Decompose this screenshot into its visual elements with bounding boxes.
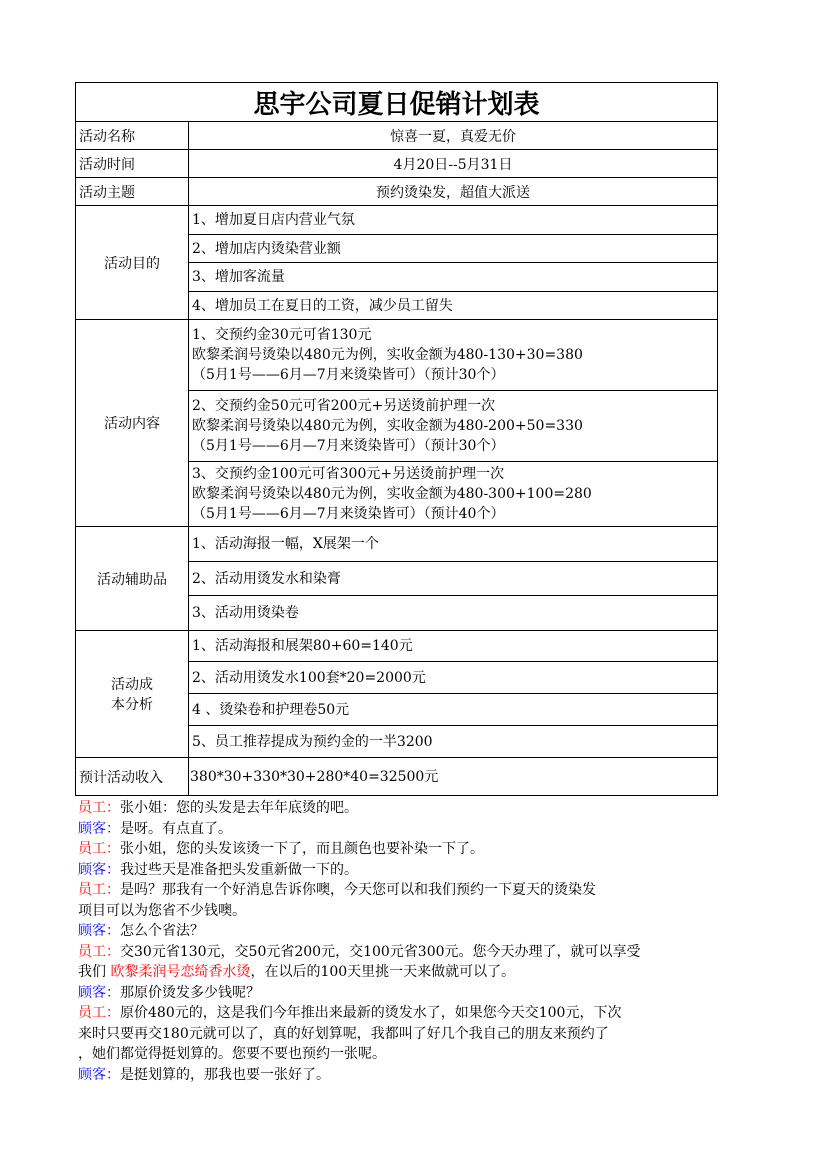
dialogue-text: 交30元省130元，交50元省200元，交100元省300元。您今天办理了，就可以享受 <box>120 943 641 960</box>
purpose-item: 3、增加客流量 <box>189 263 718 292</box>
content-line: （5月1号——6月—7月来烫染皆可）（预计40个） <box>192 506 505 522</box>
dialogue-text: 原价480元的，这是我们今年推出来最新的烫发水了，如果您今天交100元，下次 <box>120 1005 622 1021</box>
content-line: 2、交预约金50元可省200元+另送烫前护理一次 <box>192 398 496 414</box>
dialogue-text: 是吗？那我有一个好消息告诉你噢，今天您可以和我们预约一下夏天的烫染发 <box>120 882 596 898</box>
speaker-staff: 员工： <box>78 882 120 898</box>
speaker-staff: 员工： <box>78 800 120 816</box>
dialogue-line: ，她们都觉得挺划算的。您要不要也预约一张呢。 <box>78 1046 386 1062</box>
dialogue-text: 张小姐：您的头发是去年年底烫的吧。 <box>120 800 358 816</box>
income-label: 预计活动收入 <box>76 758 189 796</box>
cost-item: 4 、烫染卷和护理卷50元 <box>189 694 718 726</box>
table-row <box>76 320 718 391</box>
activity-name-value: 惊喜一夏，真爱无价 <box>189 122 718 150</box>
dialogue-line: 项目可以为您省不少钱噢。 <box>78 902 246 919</box>
content-line: 欧黎柔润号烫染以480元为例，实收金额为480-130+30=380 <box>192 347 583 363</box>
dialogue-line <box>78 962 718 983</box>
purpose-label: 活动目的 <box>76 206 189 320</box>
dialogue-line <box>78 942 718 963</box>
purpose-item: 1、增加夏日店内营业气氛 <box>189 206 718 235</box>
content-line: 1、交预约金30元可省130元 <box>192 327 372 343</box>
cost-label-line: 本分析 <box>111 697 153 713</box>
dialogue-line <box>78 880 718 901</box>
content-item <box>189 462 718 527</box>
activity-time-value: 4月20日--5月31日 <box>189 150 718 178</box>
dialogue-line <box>78 819 718 840</box>
supplies-label: 活动辅助品 <box>76 527 189 631</box>
content-item <box>189 320 718 391</box>
supplies-item: 3、活动用烫染卷 <box>189 596 718 631</box>
cost-label-line: 活动成 <box>111 677 153 693</box>
promotion-plan-table <box>75 82 718 796</box>
row-label-name: 活动名称 <box>76 122 189 150</box>
content-line: 3、交预约金100元可省300元+另送烫前护理一次 <box>192 466 505 482</box>
purpose-item: 4、增加员工在夏日的工资，减少员工留失 <box>189 292 718 320</box>
content-line: 欧黎柔润号烫染以480元为例，实收金额为480-300+100=280 <box>192 486 592 502</box>
dialogue-line <box>78 860 718 881</box>
supplies-item: 2、活动用烫发水和染膏 <box>189 562 718 596</box>
dialogue-line <box>78 983 718 1004</box>
row-label-time: 活动时间 <box>76 150 189 178</box>
highlight-product-name: 欧黎柔润号恋绮香水烫 <box>110 964 251 980</box>
speaker-staff: 员工： <box>78 841 120 857</box>
dialogue-text: 我过些天是准备把头发重新做一下的。 <box>120 861 358 878</box>
dialogue-text: 张小姐，您的头发该烫一下了，而且颜色也要补染一下了。 <box>120 841 484 857</box>
table-row <box>76 631 718 662</box>
dialogue-line <box>78 839 718 860</box>
dialogue-text: 是挺划算的，那我也要一张好了。 <box>120 1066 330 1083</box>
table-row <box>76 206 718 235</box>
dialogue-text: 那原价烫发多少钱呢？ <box>120 984 260 1001</box>
content-line: （5月1号——6月—7月来烫染皆可）（预计30个） <box>192 438 505 454</box>
dialogue-line <box>78 921 718 942</box>
dialogue-text: 我们 <box>78 964 111 980</box>
speaker-customer: 顾客： <box>78 820 120 837</box>
dialogue <box>78 798 718 1085</box>
content-line: 欧黎柔润号烫染以480元为例，实收金额为480-200+50=330 <box>192 418 583 434</box>
cost-item: 5、员工推荐提成为预约金的一半3200 <box>189 726 718 758</box>
speaker-customer: 顾客： <box>78 861 120 878</box>
cost-label <box>76 631 189 758</box>
dialogue-text: 怎么个省法？ <box>120 923 204 939</box>
table-row <box>76 758 718 796</box>
dialogue-line <box>78 1003 718 1024</box>
table-row <box>76 178 718 206</box>
cost-item: 1、活动海报和展架80+60=140元 <box>189 631 718 662</box>
dialogue-text: 是呀。有点直了。 <box>120 820 232 837</box>
speaker-customer: 顾客： <box>78 1066 120 1083</box>
purpose-item: 2、增加店内烫染营业额 <box>189 235 718 263</box>
income-value: 380*30+330*30+280*40=32500元 <box>189 758 718 796</box>
content-label: 活动内容 <box>76 320 189 527</box>
dialogue-line <box>78 798 718 819</box>
content-line: （5月1号——6月—7月来烫染皆可）（预计30个） <box>192 367 505 383</box>
table-row <box>76 527 718 562</box>
dialogue-text: ，在以后的100天里挑一天来做就可以了。 <box>250 964 516 980</box>
supplies-item: 1、活动海报一幅，X展架一个 <box>189 527 718 562</box>
cost-item: 2、活动用烫发水100套*20=2000元 <box>189 662 718 694</box>
speaker-staff: 员工： <box>78 943 120 960</box>
table-row <box>76 150 718 178</box>
speaker-staff: 员工： <box>78 1005 120 1021</box>
activity-theme-value: 预约烫染发，超值大派送 <box>189 178 718 206</box>
content-item <box>189 391 718 462</box>
page-title: 思宇公司夏日促销计划表 <box>76 83 718 122</box>
speaker-customer: 顾客： <box>78 923 120 939</box>
speaker-customer: 顾客： <box>78 984 120 1001</box>
table-row <box>76 122 718 150</box>
dialogue-line <box>78 1065 718 1086</box>
dialogue-line: 来时只要再交180元就可以了，真的好划算呢，我都叫了好几个我自己的朋友来预约了 <box>78 1025 609 1042</box>
row-label-theme: 活动主题 <box>76 178 189 206</box>
